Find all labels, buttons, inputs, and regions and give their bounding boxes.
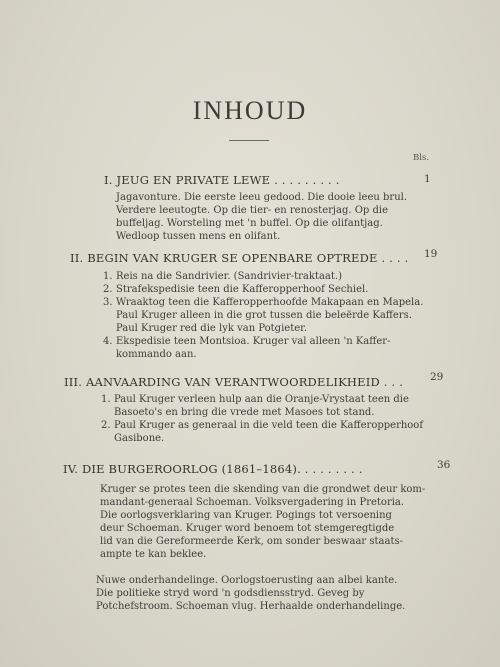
section-heading: III. AANVAARDING VAN VERANTWOORDELIKHEID . . . (64, 375, 404, 389)
section-heading: II. BEGIN VAN KRUGER SE OPENBARE OPTREDE . . . . (70, 251, 409, 265)
summary-line: deur Schoeman. Kruger word benoem tot stemgeregtigde (100, 523, 395, 534)
summary-line: Wedloop tussen mens en olifant. (116, 231, 281, 242)
page-title: INHOUD (192, 96, 308, 125)
summary-line: Verdere leeutogte. Op die tier- en renosterjag. Op die (116, 205, 389, 216)
section-summary (100, 483, 426, 561)
summary-line: mandant-generaal Schoeman. Volksvergadering in Pretoria. (100, 497, 405, 508)
summary-line: lid van die Gereformeerde Kerk, om sonder beswaar staats- (100, 536, 403, 547)
book-page: INHOUD Bls. I. JEUG EN PRIVATE LEWE . . . . . . . . . 1 Jagavonture. Die eerste leeu gedood. Die dooie leeu brul. Verdere leeutogte. Op die tier- en renosterjag. Op die buffeljag. Worsteling met 'n buffel. Op die olifantjag. Wedloop tussen mens en olifant. II. BEGIN VAN KRUGER SE OPENBARE OPTREDE . . . . 19 1. Reis na die Sandrivier. (Sandrivier-traktaat.) 2. Strafekspedisie teen die Kafferopperhoof Sechiel. 3. Wraaktog teen die Kafferopperhoofde Makapaan en Mapela. Paul Kruger alleen in die grot tussen die beleërde Kaffers. Paul Kruger red die lyk van Potgieter. 4. Ekspedisie teen Montsioa. Kruger val alleen 'n Kaffer- kommando aan. III. AANVAARDING VAN VERANTWOORDELIKHEID . . . 29 1. Paul Kruger verleen hulp aan die Oranje-Vrystaat teen die Basoeto's en bring die vrede met Masoes tot stand. 2. Paul Kruger as generaal in die veld teen die Kafferopperhoof Gasibone. IV. DIE BURGEROORLOG (1861–1864). . . . . . . . . 36 Kruger se protes teen die skending van die grondwet deur kom- mandant-generaal Schoeman. Volksvergadering in Pretoria. Die oorlogsverklaring van Kruger. Pogings tot versoening deur Schoeman. Kruger word benoem tot stemgeregtigde lid van die Gereformeerde Kerk, om sonder beswaar staats- ampte te kan beklee. Nuwe onderhandelinge. Oorlogstoerusting aan albei kante. Die politieke stryd word 'n godsdiensstryd. Geveg by Potchefstroom. Schoeman vlug. Herhaalde onderhandelinge. (0, 0, 500, 667)
section-summary-continued (96, 574, 426, 613)
summary-line: Potchefstroom. Schoeman vlug. Herhaalde onderhandelinge. (96, 601, 406, 612)
section-page-number: 19 (424, 248, 438, 260)
summary-line: buffeljag. Worsteling met 'n buffel. Op die olifantjag. (116, 218, 383, 229)
page-column-label: Bls. (413, 153, 430, 163)
section-page-number: 1 (424, 173, 431, 185)
summary-line: ampte te kan beklee. (100, 549, 207, 560)
summary-line: Nuwe onderhandelinge. Oorlogstoerusting aan albei kante. (96, 575, 398, 586)
title-rule (229, 140, 269, 141)
summary-line: Jagavonture. Die eerste leeu gedood. Die dooie leeu brul. (116, 192, 408, 203)
section-heading: I. JEUG EN PRIVATE LEWE . . . . . . . . . (104, 173, 340, 187)
summary-line: Die oorlogsverklaring van Kruger. Pogings tot versoening (100, 510, 392, 521)
section-page-number: 36 (437, 459, 451, 471)
summary-line: Kruger se protes teen die skending van die grondwet deur kom- (100, 484, 426, 495)
section-summary (116, 191, 416, 243)
section-heading: IV. DIE BURGEROORLOG (1861–1864). . . . . . . . . (63, 462, 363, 476)
summary-line: Die politieke stryd word 'n godsdiensstryd. Geveg by (96, 588, 365, 599)
section-page-number: 29 (430, 371, 444, 383)
